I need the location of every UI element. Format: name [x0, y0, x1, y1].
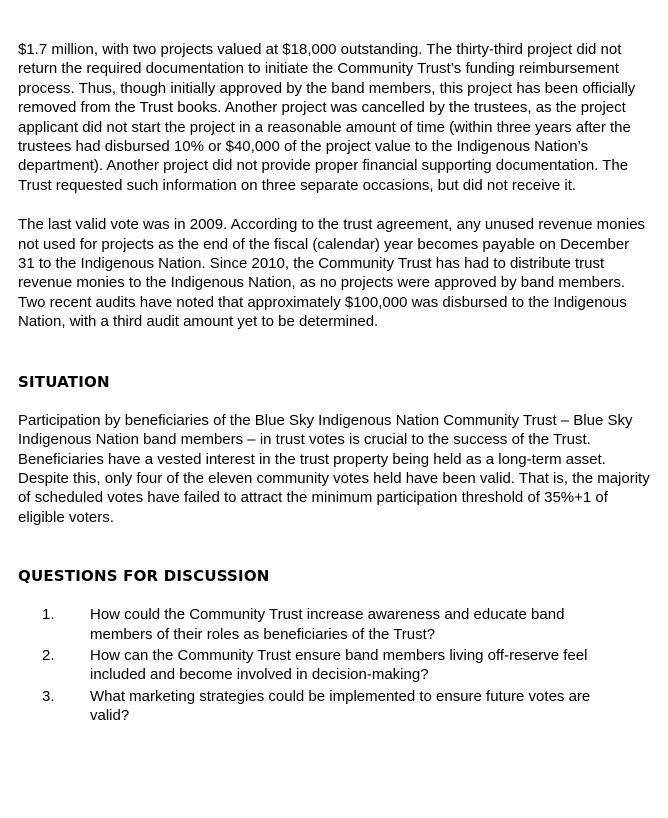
- document-page: [18, 40, 650, 728]
- question-item: [18, 687, 650, 726]
- situation-paragraph: Participation by beneficiaries of the Blue Sky Indigenous Nation Community Trust – Blue Sky Indigenous Nation band members – in trust votes is crucial to the success of the Trust. Beneficiaries have a vested interest in the trust property being held as a long-term asset. Despite this, only four of the eleven community votes held have been valid. That is, the majority of scheduled votes have failed to attract the minimum participation threshold of 35%+1 of eligible voters.: [18, 411, 650, 526]
- question-item: [18, 646, 650, 685]
- paragraph-last-valid-vote: The last valid vote was in 2009. According to the trust agreement, any unused revenue monies not used for projects as the end of the fiscal (calendar) year becomes payable on December 31 to the Indigenous Nation. Since 2010, the Community Trust has had to distribute trust revenue monies to the Indigenous Nation, as no projects were approved by band members. Two recent audits have noted that approximately $100,000 was disbursed to the Indigenous Nation, with a third audit amount yet to be determined.: [18, 216, 646, 331]
- questions-list: [18, 605, 650, 725]
- question-text: How can the Community Trust ensure band members living off-reserve feel included and become involved in decision-making?: [90, 646, 588, 684]
- question-text: What marketing strategies could be implemented to ensure future votes are valid?: [90, 687, 591, 725]
- situation-heading: SITUATION: [18, 372, 110, 391]
- question-number: 3.: [42, 687, 55, 705]
- paragraph-project-status: $1.7 million, with two projects valued at $18,000 outstanding. The thirty-third project did not return the required documentation to initiate the Community Trust’s funding reimbursement process. Thus, though initially approved by the band members, this project has been officially removed from the Trust books. Another project was cancelled by the trustees, as the project applicant did not start the project in a reasonable amount of time (within three years after the trustees had disbursed 10% or $40,000 of the project value to the Indigenous Nation’s department). Another project did not provide proper financial supporting documentation. The Trust requested such information on three separate occasions, but did not receive it.: [18, 41, 636, 194]
- questions-heading: QUESTIONS FOR DISCUSSION: [18, 567, 270, 586]
- question-text: How could the Community Trust increase awareness and educate band members of their roles as beneficiaries of the Trust?: [90, 606, 565, 643]
- question-item: [18, 605, 650, 644]
- question-number: 1.: [42, 606, 55, 624]
- question-number: 2.: [42, 646, 55, 664]
